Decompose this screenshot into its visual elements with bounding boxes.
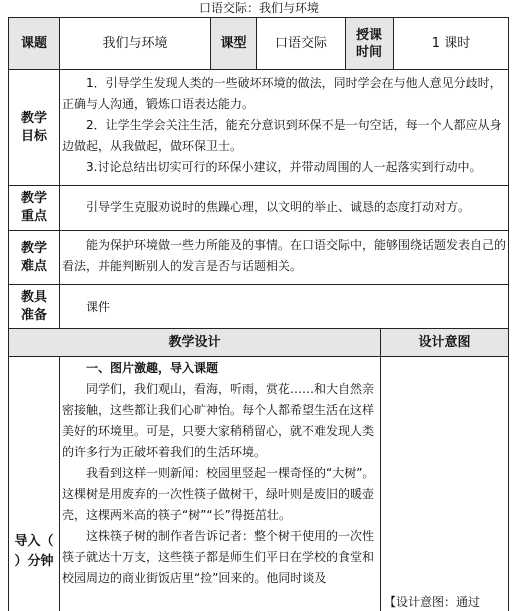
step-title: 一、图片激趣，导入课题 — [86, 361, 219, 375]
tools-label: 教具准备 — [20, 289, 47, 323]
difficulties-text — [62, 235, 506, 277]
goals-label: 教学目标 — [20, 110, 47, 144]
key-points-text — [62, 197, 506, 218]
design-paragraph: 这株筷子树的制作者告诉记者：整个树干使用的一次性筷子就达十万支，这些筷子都是师生们平日在学校的食堂和校园周边的商业街饭店里“捡”回来的。他同时谈及 — [62, 529, 375, 585]
topic-value: 我们与环境 — [102, 35, 168, 51]
time-value: 1 课时 — [431, 35, 471, 51]
key-points-label: 教学重点 — [20, 191, 47, 224]
intent-text: 【设计意图：通过 — [384, 595, 481, 609]
design-content — [62, 358, 378, 589]
doc-title: 口语交际：我们与环境 — [198, 1, 319, 15]
difficulties-label: 教学难点 — [20, 240, 47, 274]
design-header: 教学设计 — [168, 334, 221, 350]
difficulties-paragraph: 能为保护环境做一些力所能及的事情。在口语交际中，能够围绕话题发表自己的看法，并能判断别人的发言是否与话题相关。 — [62, 238, 507, 273]
design-paragraph: 我看到这样一则新闻：校园里竖起一棵奇怪的“大树”。这棵树是用废弃的一次性筷子做树干，绿叶则是废旧的暖壶壳，这棵两米高的筷子“树”“长”得挺茁壮。 — [62, 466, 375, 522]
design-paragraph: 同学们，我们观山，看海，听雨，赏花……和大自然亲密接触，这些都让我们心旷神怡。每个人都希望生活在这样美好的环境里。可是，只要大家稍稍留心，就不难发现人类的许多行为正破坏着我们的生活环境。 — [62, 382, 375, 459]
goals-list — [62, 73, 506, 178]
key-points-paragraph: 引导学生克服劝说时的焦躁心理，以文明的举止、诚恳的态度打动对方。 — [86, 200, 471, 214]
intent-header: 设计意图 — [418, 334, 471, 350]
goal-item: 2．让学生学会关注生活，能充分意识到环保不是一句空话，每一个人都应从身边做起，从我做起，做环保卫士。 — [62, 118, 502, 153]
type-label: 课型 — [220, 35, 247, 51]
topic-label: 课题 — [20, 35, 47, 51]
step-label: 导入（ ）分钟 — [14, 534, 54, 569]
type-value: 口语交际 — [274, 35, 327, 51]
goal-item: 1．引导学生发现人类的一些破坏环境的做法，同时学会在与他人意见分歧时，正确与人沟通，锻炼口语表达能力。 — [62, 76, 502, 111]
time-label: 授课时间 — [355, 27, 382, 60]
goal-item: 3.讨论总结出切实可行的环保小建议，并带动周围的人一起落实到行动中。 — [86, 160, 482, 174]
tools-text: 课件 — [86, 300, 111, 314]
